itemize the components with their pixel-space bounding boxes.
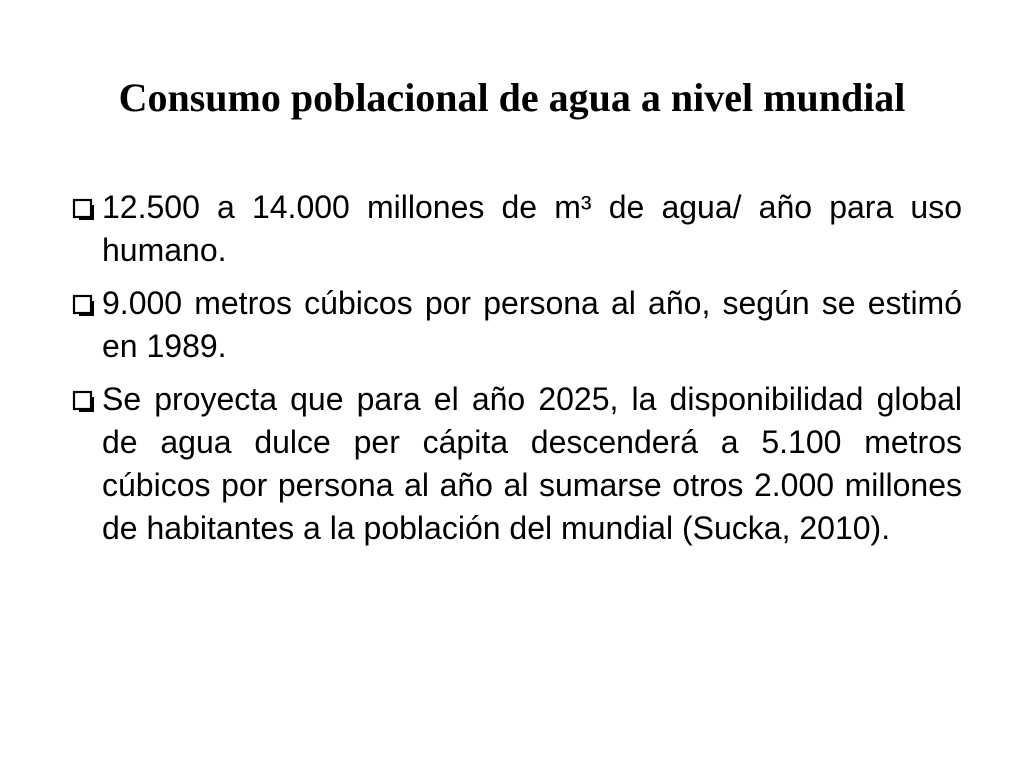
bullet-text: Se proyecta que para el año 2025, la disponibilidad global de agua dulce per cápita descenderá a 5.100 metros cúbicos por persona al año al sumarse otros 2.000 millones de habitantes a la población del mundial (Sucka, 2010). <box>102 381 962 546</box>
bullet-text: 12.500 a 14.000 millones de m³ de agua/ año para uso humano. <box>102 189 962 268</box>
bullet-item-3 <box>62 378 962 550</box>
bullet-list <box>62 186 962 560</box>
hollow-square-bullet-icon <box>72 294 96 318</box>
bullet-text: 9.000 metros cúbicos por persona al año, según se estimó en 1989. <box>102 285 962 364</box>
bullet-item-2 <box>62 282 962 368</box>
hollow-square-bullet-icon <box>72 198 96 222</box>
bullet-item-1 <box>62 186 962 272</box>
slide-title: Consumo poblacional de agua a nivel mundial <box>118 75 906 120</box>
hollow-square-bullet-icon <box>72 390 96 414</box>
